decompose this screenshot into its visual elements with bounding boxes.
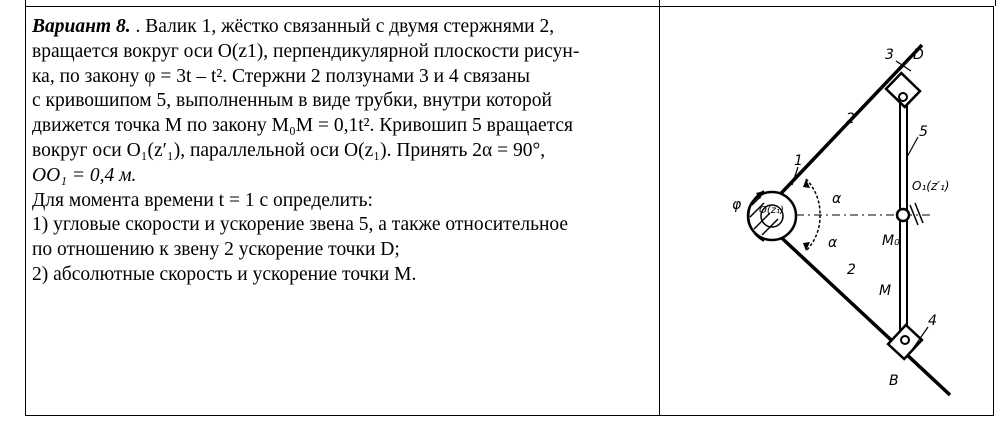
label-slider-4: 4 xyxy=(928,313,937,329)
label-shaft-1: 1 xyxy=(794,153,803,169)
line-3: ка, по закону φ = 3t – t². Стержни 2 ползунами 3 и 4 связаны xyxy=(32,65,530,87)
line-4: с кривошипом 5, выполненным в виде трубки, внутри которой xyxy=(32,90,552,112)
label-rod-upper: 2 xyxy=(846,111,855,127)
line-1: Вариант 8. . Валик 1, жёстко связанный с двумя стержнями 2, xyxy=(32,16,555,37)
slider-bottom-pin xyxy=(901,336,909,344)
line-7: OO₁ = 0,4 м. xyxy=(32,164,137,186)
line-10: по отношению к звену 2 ускорение точки D; xyxy=(32,239,400,261)
label-rod-lower: 2 xyxy=(847,262,856,278)
problem-statement xyxy=(32,15,656,288)
problem-table xyxy=(25,6,994,416)
line-11: 2) абсолютные скорость и ускорение точки M. xyxy=(32,263,417,285)
line-9: 1) угловые скорости и ускорение звена 5, а также относительное xyxy=(32,214,569,236)
line-8: Для момента времени t = 1 с определить: xyxy=(32,189,373,211)
label-alpha-lower: α xyxy=(828,235,838,251)
rod-lower xyxy=(770,227,950,395)
mechanism-figure-cell xyxy=(660,7,993,415)
label-center-o: O(z₁) xyxy=(759,205,784,216)
label-slider-3: 3 xyxy=(885,47,894,63)
mechanism-diagram xyxy=(660,7,993,415)
label-crank-5: 5 xyxy=(919,124,928,140)
label-point-d: D xyxy=(913,47,924,63)
label-m-zero: M₀ xyxy=(882,233,900,249)
label-point-m: M xyxy=(879,283,892,299)
label-point-b: B xyxy=(889,373,899,389)
label-pivot-o1: O₁(z′₁) xyxy=(912,179,950,193)
slider-top-pin xyxy=(899,93,907,101)
line-6: вокруг оси O₁(z′₁), параллельной оси O(z₁). Принять 2α = 90°, xyxy=(32,139,546,161)
line-2: вращается вокруг оси O(z1), перпендикулярной плоскости рисун- xyxy=(32,40,580,62)
label-alpha-upper: α xyxy=(832,191,842,207)
label-phi: φ xyxy=(732,197,742,213)
pivot-o1 xyxy=(897,209,909,221)
line-5: движется точка M по закону M₀M = 0,1t². Кривошип 5 вращается xyxy=(32,115,573,137)
problem-text-cell xyxy=(26,7,660,415)
variant-label: Вариант 8. xyxy=(32,16,131,37)
